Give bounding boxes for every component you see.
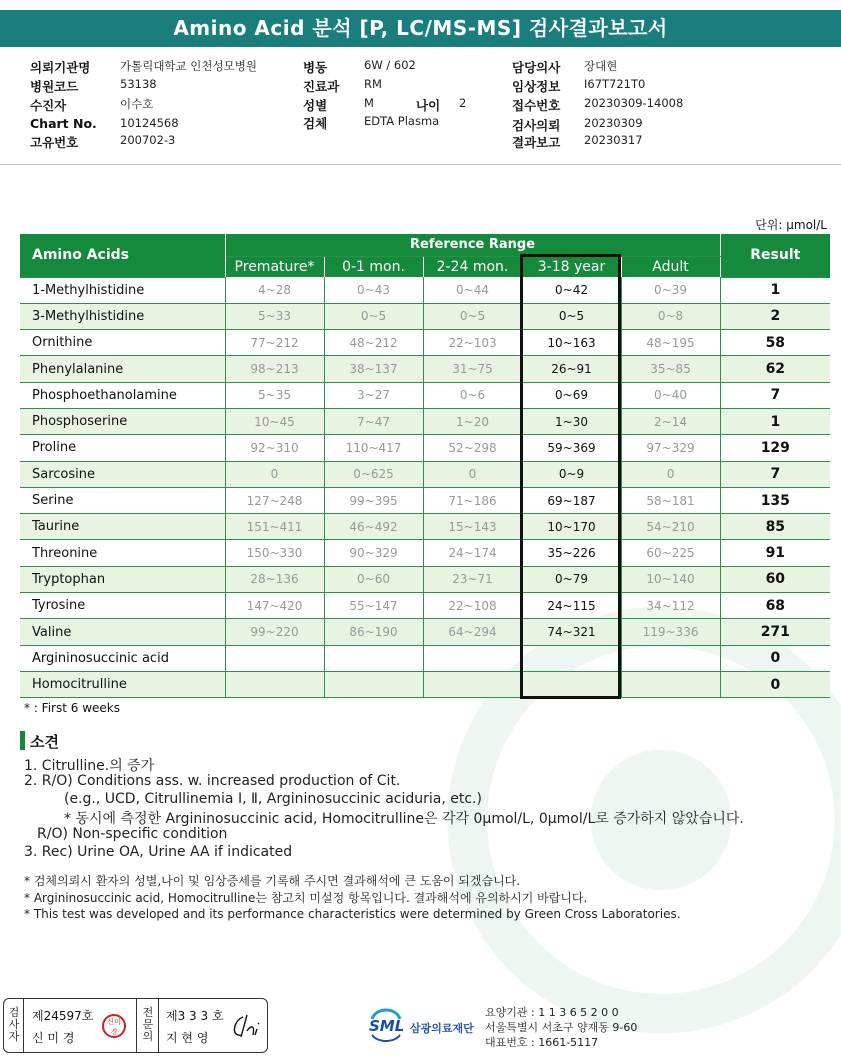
amino-acid-name: 1-Methylhistidine: [20, 277, 225, 303]
ref-premature: 92~310: [225, 435, 324, 461]
ref-3-18-year: 0~5: [522, 303, 621, 329]
info-value: RM: [364, 77, 382, 91]
ref-3-18-year: 1~30: [522, 408, 621, 434]
ref-premature: 98~213: [225, 356, 324, 382]
amino-acid-name: Argininosuccinic acid: [20, 645, 225, 671]
ref-0-1-mon: 86~190: [324, 619, 423, 645]
ref-adult: 0~8: [621, 303, 720, 329]
info-label: 병원코드: [30, 79, 79, 94]
amino-acid-name: Homocitrulline: [20, 671, 225, 697]
tester-seal: 신미경: [102, 1014, 126, 1038]
ref-0-1-mon: 46~492: [324, 514, 423, 540]
ref-premature: 150~330: [225, 540, 324, 566]
amino-acid-name: Proline: [20, 435, 225, 461]
ref-adult: 34~112: [621, 593, 720, 619]
result-value: 7: [720, 382, 830, 408]
info-divider: [0, 164, 841, 165]
ref-3-18-year: 24~115: [522, 593, 621, 619]
result-value: 62: [720, 356, 830, 382]
info-label: 담당의사: [512, 60, 561, 75]
ref-0-1-mon: 3~27: [324, 382, 423, 408]
notes: [24, 873, 681, 923]
opinion-line: 2. R/O) Conditions ass. w. increased production of Cit.: [24, 773, 401, 789]
amino-acid-name: Threonine: [20, 540, 225, 566]
ref-2-24-mon: 22~108: [423, 593, 522, 619]
ref-3-18-year: 0~42: [522, 277, 621, 303]
col-header-amino-acids: Amino Acids: [20, 234, 225, 277]
info-value: 6W / 602: [364, 58, 416, 72]
table-row: [20, 566, 830, 592]
table-row: [20, 408, 830, 434]
ref-0-1-mon: 0~43: [324, 277, 423, 303]
amino-acid-table: [20, 234, 830, 698]
ref-3-18-year: 0~9: [522, 461, 621, 487]
ref-adult: 35~85: [621, 356, 720, 382]
ref-adult: [621, 671, 720, 697]
result-value: 271: [720, 619, 830, 645]
opinion-line: (e.g., UCD, Citrullinemia Ⅰ, Ⅱ, Argininosuccinic aciduria, etc.): [64, 791, 482, 807]
table-row: [20, 514, 830, 540]
table-row: [20, 330, 830, 356]
result-value: 1: [720, 408, 830, 434]
ref-2-24-mon: 0~44: [423, 277, 522, 303]
ref-adult: 0: [621, 461, 720, 487]
ref-0-1-mon: 7~47: [324, 408, 423, 434]
ref-3-18-year: 35~226: [522, 540, 621, 566]
note-line: * 검체의뢰시 환자의 성별,나이 및 임상증세를 기록해 주시면 결과해석에 큰 도움이 되겠습니다.: [24, 874, 521, 888]
result-value: 0: [720, 645, 830, 671]
age-label: 나이: [416, 98, 441, 113]
opinion-line: * 동시에 측정한 Argininosuccinic acid, Homocitrulline은 각각 0μmol/L, 0μmol/L로 증가하지 않았습니다.: [64, 811, 744, 827]
table-row: [20, 645, 830, 671]
org-line: 요양기관 : 1 1 3 6 5 2 0 0: [485, 1006, 619, 1019]
table-row: [20, 303, 830, 329]
amino-acid-name: 3-Methylhistidine: [20, 303, 225, 329]
ref-premature: [225, 671, 324, 697]
ref-2-24-mon: [423, 671, 522, 697]
org-line: 대표번호 : 1661-5117: [485, 1036, 599, 1049]
doctor-name: 지 현 영: [166, 1031, 209, 1045]
ref-premature: 10~45: [225, 408, 324, 434]
info-label: 의뢰기관명: [30, 60, 91, 75]
ref-0-1-mon: [324, 671, 423, 697]
amino-acid-name: Tyrosine: [20, 593, 225, 619]
result-value: 85: [720, 514, 830, 540]
col-header-reference-range: Reference Range: [225, 234, 720, 256]
ref-2-24-mon: 23~71: [423, 566, 522, 592]
col-header-2-24-mon: 2-24 mon.: [423, 256, 522, 277]
amino-acid-name: Serine: [20, 487, 225, 513]
ref-2-24-mon: 15~143: [423, 514, 522, 540]
ref-0-1-mon: 48~212: [324, 330, 423, 356]
ref-2-24-mon: 31~75: [423, 356, 522, 382]
ref-3-18-year: 26~91: [522, 356, 621, 382]
info-label: 접수번호: [512, 98, 561, 113]
ref-2-24-mon: 1~20: [423, 408, 522, 434]
ref-premature: 4~28: [225, 277, 324, 303]
tester-label: 검사자: [8, 1006, 20, 1043]
tester-license: 제24597호: [32, 1009, 94, 1023]
table-row: [20, 435, 830, 461]
table-row: [20, 382, 830, 408]
info-value: 20230309: [584, 116, 643, 130]
ref-2-24-mon: 24~174: [423, 540, 522, 566]
info-value: 20230309-14008: [584, 96, 684, 110]
info-value: 가톨릭대학교 인천성모병원: [120, 59, 257, 73]
ref-0-1-mon: 99~395: [324, 487, 423, 513]
ref-premature: 77~212: [225, 330, 324, 356]
ref-0-1-mon: 38~137: [324, 356, 423, 382]
signature-box: [3, 998, 268, 1053]
info-label: 임상정보: [512, 79, 561, 94]
info-label: 검사의뢰: [512, 118, 561, 133]
ref-premature: 5~35: [225, 382, 324, 408]
ref-3-18-year: 74~321: [522, 619, 621, 645]
org-address: [485, 1005, 637, 1050]
amino-acid-name: Phosphoserine: [20, 408, 225, 434]
info-label: 병동: [303, 60, 328, 75]
ref-3-18-year: 0~79: [522, 566, 621, 592]
ref-adult: 10~140: [621, 566, 720, 592]
ref-3-18-year: [522, 645, 621, 671]
table-row: [20, 619, 830, 645]
opinion-line: R/O) Non-specific condition: [37, 826, 228, 842]
amino-acid-name: Taurine: [20, 514, 225, 540]
opinion-line: 3. Rec) Urine OA, Urine AA if indicated: [24, 844, 293, 860]
ref-3-18-year: 0~69: [522, 382, 621, 408]
info-value: M: [364, 96, 374, 110]
tester-name: 신 미 경: [32, 1031, 75, 1045]
ref-adult: [621, 645, 720, 671]
ref-adult: 2~14: [621, 408, 720, 434]
ref-2-24-mon: 0~5: [423, 303, 522, 329]
ref-premature: 28~136: [225, 566, 324, 592]
result-value: 135: [720, 487, 830, 513]
info-label: Chart No.: [30, 116, 97, 131]
ref-adult: 54~210: [621, 514, 720, 540]
amino-acid-name: Phosphoethanolamine: [20, 382, 225, 408]
doctor-license: 제3 3 3 호: [166, 1009, 224, 1023]
ref-adult: 58~181: [621, 487, 720, 513]
ref-adult: 48~195: [621, 330, 720, 356]
table-row: [20, 671, 830, 697]
ref-3-18-year: 10~163: [522, 330, 621, 356]
result-value: 2: [720, 303, 830, 329]
table-row: [20, 356, 830, 382]
result-value: 60: [720, 566, 830, 592]
amino-acid-name: Valine: [20, 619, 225, 645]
ref-2-24-mon: 52~298: [423, 435, 522, 461]
info-value: 53138: [120, 77, 157, 91]
age-value: 2: [459, 96, 467, 110]
info-value: I67T721T0: [584, 77, 646, 91]
info-value: 이수호: [120, 97, 154, 111]
note-line: * This test was developed and its performance characteristics were determined by Green Cross Laboratories.: [24, 907, 681, 921]
result-value: 1: [720, 277, 830, 303]
ref-3-18-year: [522, 671, 621, 697]
info-label: 검체: [303, 116, 328, 131]
ref-0-1-mon: 90~329: [324, 540, 423, 566]
info-label: 결과보고: [512, 135, 561, 150]
ref-premature: 151~411: [225, 514, 324, 540]
opinion-heading: 소견: [20, 731, 59, 752]
ref-0-1-mon: 110~417: [324, 435, 423, 461]
ref-2-24-mon: 64~294: [423, 619, 522, 645]
ref-0-1-mon: 0~625: [324, 461, 423, 487]
result-value: 91: [720, 540, 830, 566]
note-line: * Argininosuccinic acid, Homocitrulline는 참고치 미설정 항목입니다. 결과해석에 유의하시기 바랍니다.: [24, 890, 588, 905]
table-footnote: * : First 6 weeks: [24, 701, 120, 715]
result-value: 58: [720, 330, 830, 356]
result-value: 68: [720, 593, 830, 619]
amino-acid-name: Tryptophan: [20, 566, 225, 592]
ref-premature: 147~420: [225, 593, 324, 619]
ref-3-18-year: 59~369: [522, 435, 621, 461]
report-title: Amino Acid 분석 [P, LC/MS-MS] 검사결과보고서: [0, 10, 841, 47]
table-row: [20, 277, 830, 303]
ref-2-24-mon: 71~186: [423, 487, 522, 513]
doctor-signature: [229, 1011, 265, 1041]
info-value: EDTA Plasma: [364, 114, 440, 128]
ref-adult: 0~40: [621, 382, 720, 408]
ref-premature: 99~220: [225, 619, 324, 645]
ref-2-24-mon: [423, 645, 522, 671]
ref-2-24-mon: 0: [423, 461, 522, 487]
ref-0-1-mon: [324, 645, 423, 671]
col-header-adult: Adult: [621, 256, 720, 277]
ref-adult: 97~329: [621, 435, 720, 461]
ref-premature: 0: [225, 461, 324, 487]
ref-0-1-mon: 0~5: [324, 303, 423, 329]
ref-0-1-mon: 0~60: [324, 566, 423, 592]
result-value: 7: [720, 461, 830, 487]
info-value: 10124568: [120, 116, 179, 130]
ref-2-24-mon: 22~103: [423, 330, 522, 356]
patient-info: [0, 55, 841, 165]
info-label: 고유번호: [30, 135, 79, 150]
ref-premature: 5~33: [225, 303, 324, 329]
ref-2-24-mon: 0~6: [423, 382, 522, 408]
ref-premature: 127~248: [225, 487, 324, 513]
info-value: 장대현: [584, 59, 618, 73]
col-header-premature: Premature*: [225, 256, 324, 277]
col-header-3-18-year: 3-18 year: [522, 256, 621, 277]
table-row: [20, 540, 830, 566]
result-value: 0: [720, 671, 830, 697]
col-header-result: Result: [720, 234, 830, 277]
org-line: 서울특별시 서초구 양재동 9-60: [485, 1021, 638, 1034]
ref-premature: [225, 645, 324, 671]
logo-text: SML: [369, 1017, 405, 1035]
ref-adult: 0~39: [621, 277, 720, 303]
info-value: 20230317: [584, 133, 643, 147]
amino-acid-name: Phenylalanine: [20, 356, 225, 382]
ref-adult: 119~336: [621, 619, 720, 645]
info-label: 수진자: [30, 98, 67, 113]
unit-label: 단위: μmol/L: [755, 218, 827, 232]
table-row: [20, 487, 830, 513]
info-value: 200702-3: [120, 133, 176, 147]
table-row: [20, 593, 830, 619]
info-label: 진료과: [303, 79, 340, 94]
ref-0-1-mon: 55~147: [324, 593, 423, 619]
doctor-label: 전문의: [142, 1006, 154, 1043]
info-label: 성별: [303, 98, 328, 113]
amino-acid-name: Ornithine: [20, 330, 225, 356]
amino-acid-name: Sarcosine: [20, 461, 225, 487]
col-header-0-1-mon: 0-1 mon.: [324, 256, 423, 277]
ref-adult: 60~225: [621, 540, 720, 566]
result-value: 129: [720, 435, 830, 461]
org-name: 삼광의료재단: [410, 1022, 474, 1035]
table-row: [20, 461, 830, 487]
ref-3-18-year: 69~187: [522, 487, 621, 513]
opinion-line: 1. Citrulline.의 증가: [24, 758, 155, 774]
ref-3-18-year: 10~170: [522, 514, 621, 540]
